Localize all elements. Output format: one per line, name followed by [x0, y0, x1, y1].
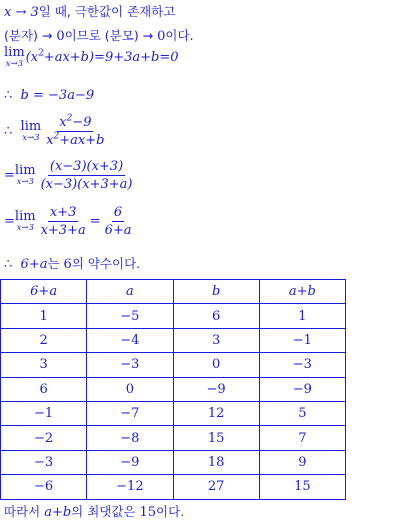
limit-fraction-line: ∴ lim x→3 $\frac{x^2-9}{x^2+ax+b}$ [4, 113, 105, 148]
condition-line [4, 2, 175, 20]
limit-operator: lim x→3 [14, 209, 36, 233]
table-row: −1 −7 12 5 [1, 401, 346, 425]
condition-text: 일 때, 극한값이 존재하고 [38, 4, 176, 19]
divisor-statement-line: ∴ 6+a는 6의 약수이다. [4, 256, 141, 272]
limit-fraction: $\frac{x^2-9}{x^2+ax+b}$ [46, 113, 105, 148]
table-row: −6 −12 27 15 [1, 475, 346, 499]
limit-operator: lim x→3 [20, 119, 42, 143]
table-row: 1 −5 6 1 [1, 304, 346, 328]
simplified-fraction: $\frac{x+3}{x+3+a}$ [40, 205, 86, 238]
conclusion-line: 따라서 a+b의 최댓값은 15이다. [4, 504, 185, 520]
factored-fraction: $\frac{(x-3)(x+3)}{(x-3)(x+3+a)}$ [40, 159, 133, 192]
header-a-plus-b: a+b [259, 280, 345, 304]
max-value: 15 [139, 505, 157, 520]
b-expression-line: ∴ b = −3a−9 [4, 88, 95, 103]
limit-operator: lim x→3 [14, 163, 36, 187]
table-row: 3 −3 0 −3 [1, 353, 346, 377]
denominator-limit-equation: lim x→3 $(x^2+ax+b)=9+3a+b=0$ [4, 45, 179, 69]
factored-fraction-line: = lim x→3 $\frac{(x-3)(x+3)}{(x-3)(x+3+a)}$ [4, 159, 133, 192]
case-table [0, 279, 346, 500]
header-b: b [173, 280, 259, 304]
table-row: −2 −8 15 7 [1, 426, 346, 450]
result-fraction: $\frac{6}{6+a}$ [104, 205, 132, 238]
numerator-denominator-line: (분자) → 0이므로 (분모) → 0이다. [4, 28, 194, 44]
limit-operator: lim x→3 [4, 45, 25, 69]
header-a: a [87, 280, 173, 304]
table-row: 6 0 −9 −9 [1, 377, 346, 401]
limit-approach: x → 3 [4, 5, 39, 20]
table-row: −3 −9 18 9 [1, 450, 346, 474]
simplified-fraction-line: = lim x→3 $\frac{x+3}{x+3+a}$ = $\frac{6}{6+a}$ [4, 205, 132, 238]
table-row: 2 −4 3 −1 [1, 328, 346, 352]
table-header-row [1, 280, 346, 304]
header-6-plus-a: 6+a [1, 280, 87, 304]
